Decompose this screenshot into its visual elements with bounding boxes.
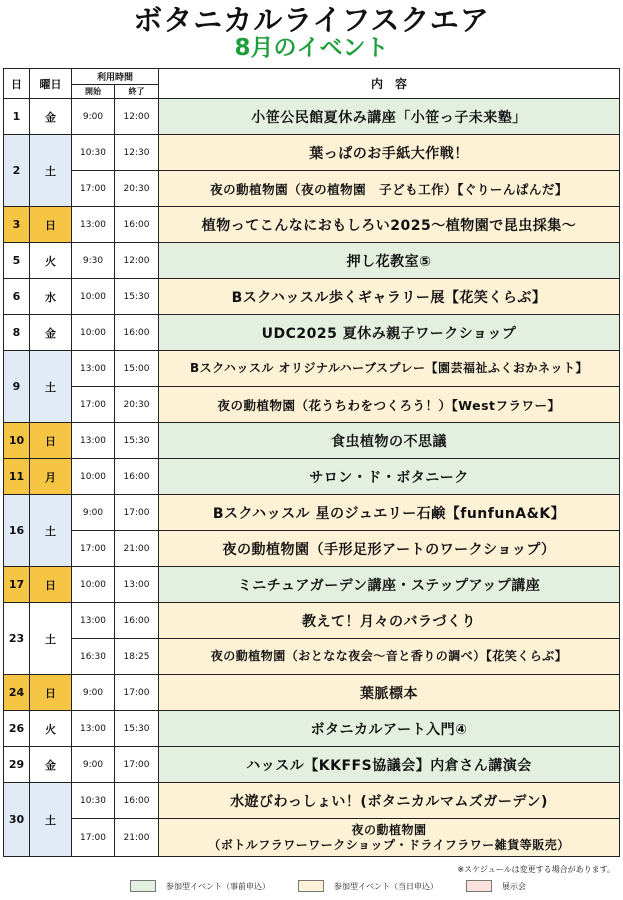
event-content: 葉っぱのお手紙大作戦！ xyxy=(159,135,620,171)
end-time: 17:00 xyxy=(115,675,159,711)
end-time: 15:30 xyxy=(115,711,159,747)
table-row xyxy=(4,819,620,857)
end-time: 13:00 xyxy=(115,567,159,603)
day-cell: 24 xyxy=(4,675,30,711)
table-row xyxy=(4,423,620,459)
table-row xyxy=(4,495,620,531)
table-row xyxy=(4,99,620,135)
day-cell: 29 xyxy=(4,747,30,783)
end-time: 12:00 xyxy=(115,99,159,135)
event-content: 葉脈標本 xyxy=(159,675,620,711)
end-time: 20:30 xyxy=(115,387,159,423)
weekday-cell: 日 xyxy=(30,567,72,603)
end-time: 12:00 xyxy=(115,243,159,279)
start-time: 17:00 xyxy=(72,171,115,207)
start-time: 10:00 xyxy=(72,315,115,351)
legend-item-prereg xyxy=(130,879,270,893)
table-row xyxy=(4,171,620,207)
start-time: 10:30 xyxy=(72,783,115,819)
legend-swatch-pink xyxy=(466,880,492,892)
day-cell: 3 xyxy=(4,207,30,243)
event-content: 夜の動植物園（夜の植物園 子ども工作）【ぐりーんぱんだ】 xyxy=(159,171,620,207)
start-time: 17:00 xyxy=(72,531,115,567)
col-time-header: 利用時間 xyxy=(72,69,159,85)
day-cell: 11 xyxy=(4,459,30,495)
end-time: 16:00 xyxy=(115,603,159,639)
table-row xyxy=(4,207,620,243)
schedule-table xyxy=(3,68,620,857)
legend-label: 参加型イベント（当日申込） xyxy=(334,881,438,891)
page-subtitle: 8月のイベント xyxy=(234,35,389,61)
start-time: 10:00 xyxy=(72,459,115,495)
table-row xyxy=(4,243,620,279)
event-content: 夜の動植物園（おとなな夜会～音と香りの調べ）【花笑くらぶ】 xyxy=(159,639,620,675)
start-time: 17:00 xyxy=(72,819,115,857)
table-row xyxy=(4,747,620,783)
weekday-cell: 水 xyxy=(30,279,72,315)
table-row xyxy=(4,783,620,819)
day-cell: 6 xyxy=(4,279,30,315)
table-row xyxy=(4,459,620,495)
event-content-line1: 夜の動植物園 xyxy=(351,822,427,837)
start-time: 9:00 xyxy=(72,747,115,783)
legend-item-exhibit xyxy=(466,879,526,893)
start-time: 10:00 xyxy=(72,567,115,603)
day-cell: 16 xyxy=(4,495,30,567)
start-time: 10:00 xyxy=(72,279,115,315)
weekday-cell: 日 xyxy=(30,675,72,711)
weekday-cell: 土 xyxy=(30,495,72,567)
start-time: 16:30 xyxy=(72,639,115,675)
event-content: 夜の動植物園（花うちわをつくろう！）【Westフラワー】 xyxy=(159,387,620,423)
weekday-cell: 金 xyxy=(30,747,72,783)
event-content xyxy=(159,819,620,857)
start-time: 10:30 xyxy=(72,135,115,171)
start-time: 13:00 xyxy=(72,423,115,459)
weekday-cell: 日 xyxy=(30,207,72,243)
weekday-cell: 土 xyxy=(30,135,72,207)
end-time: 21:00 xyxy=(115,819,159,857)
table-row xyxy=(4,387,620,423)
day-cell: 9 xyxy=(4,351,30,423)
table-row xyxy=(4,711,620,747)
event-content: サロン・ド・ボタニーク xyxy=(159,459,620,495)
end-time: 17:00 xyxy=(115,495,159,531)
table-row xyxy=(4,279,620,315)
weekday-cell: 土 xyxy=(30,783,72,857)
start-time: 13:00 xyxy=(72,711,115,747)
day-cell: 26 xyxy=(4,711,30,747)
table-row xyxy=(4,351,620,387)
start-time: 9:00 xyxy=(72,99,115,135)
weekday-cell: 土 xyxy=(30,603,72,675)
end-time: 16:00 xyxy=(115,207,159,243)
start-time: 13:00 xyxy=(72,603,115,639)
legend-label: 参加型イベント（事前申込） xyxy=(166,881,270,891)
legend-item-sameday xyxy=(298,879,438,893)
weekday-cell: 月 xyxy=(30,459,72,495)
start-time: 13:00 xyxy=(72,207,115,243)
weekday-cell: 火 xyxy=(30,243,72,279)
event-content: 夜の動植物園（手形足形アートのワークショップ） xyxy=(159,531,620,567)
end-time: 15:00 xyxy=(115,351,159,387)
page-title: ボタニカルライフスクエア xyxy=(133,3,490,37)
table-row xyxy=(4,315,620,351)
col-content-header: 内 容 xyxy=(159,69,620,99)
start-time: 17:00 xyxy=(72,387,115,423)
table-row xyxy=(4,531,620,567)
end-time: 12:30 xyxy=(115,135,159,171)
start-time: 9:30 xyxy=(72,243,115,279)
event-content: ミニチュアガーデン講座・ステップアップ講座 xyxy=(159,567,620,603)
table-row xyxy=(4,135,620,171)
event-content: 水遊びわっしょい！(ボタニカルマムズガーデン) xyxy=(159,783,620,819)
event-content: 小笹公民館夏休み講座「小笹っ子未来塾」 xyxy=(159,99,620,135)
event-content: 教えて！月々のバラづくり xyxy=(159,603,620,639)
event-content: Bスクハッスル 星のジュエリー石鹸【funfunA&K】 xyxy=(159,495,620,531)
end-time: 15:30 xyxy=(115,279,159,315)
event-content: UDC2025 夏休み親子ワークショップ xyxy=(159,315,620,351)
end-time: 16:00 xyxy=(115,783,159,819)
start-time: 13:00 xyxy=(72,351,115,387)
end-time: 17:00 xyxy=(115,747,159,783)
event-content: 植物ってこんなにおもしろい2025～植物園で昆虫採集～ xyxy=(159,207,620,243)
day-cell: 1 xyxy=(4,99,30,135)
weekday-cell: 日 xyxy=(30,423,72,459)
col-day-header: 日 xyxy=(4,69,30,99)
start-time: 9:00 xyxy=(72,675,115,711)
end-time: 16:00 xyxy=(115,315,159,351)
table-row xyxy=(4,567,620,603)
col-start-header: 開始 xyxy=(72,85,115,99)
day-cell: 10 xyxy=(4,423,30,459)
schedule-note: ※スケジュールは変更する場合があります。 xyxy=(457,865,615,874)
weekday-cell: 金 xyxy=(30,99,72,135)
weekday-cell: 火 xyxy=(30,711,72,747)
end-time: 21:00 xyxy=(115,531,159,567)
table-row xyxy=(4,675,620,711)
event-content: 食虫植物の不思議 xyxy=(159,423,620,459)
day-cell: 30 xyxy=(4,783,30,857)
weekday-cell: 金 xyxy=(30,315,72,351)
end-time: 18:25 xyxy=(115,639,159,675)
table-row xyxy=(4,639,620,675)
legend-swatch-yellow xyxy=(298,880,324,892)
event-content: ハッスル【KKFFS協議会】内倉さん講演会 xyxy=(159,747,620,783)
end-time: 20:30 xyxy=(115,171,159,207)
day-cell: 17 xyxy=(4,567,30,603)
day-cell: 2 xyxy=(4,135,30,207)
event-content: Bスクハッスル オリジナルハーブスプレー【園芸福祉ふくおかネット】 xyxy=(159,351,620,387)
day-cell: 23 xyxy=(4,603,30,675)
event-content: Bスクハッスル歩くギャラリー展【花笑くらぶ】 xyxy=(159,279,620,315)
table-row xyxy=(4,603,620,639)
start-time: 9:00 xyxy=(72,495,115,531)
day-cell: 5 xyxy=(4,243,30,279)
end-time: 15:30 xyxy=(115,423,159,459)
legend-swatch-green xyxy=(130,880,156,892)
event-content: ボタニカルアート入門④ xyxy=(159,711,620,747)
col-weekday-header: 曜日 xyxy=(30,69,72,99)
end-time: 16:00 xyxy=(115,459,159,495)
col-end-header: 終了 xyxy=(115,85,159,99)
legend-label: 展示会 xyxy=(502,881,526,891)
event-content-line2: （ボトルフラワーワークショップ・ドライフラワー雑貨等販売） xyxy=(208,837,570,852)
day-cell: 8 xyxy=(4,315,30,351)
weekday-cell: 土 xyxy=(30,351,72,423)
legend xyxy=(0,879,623,893)
event-content: 押し花教室⑤ xyxy=(159,243,620,279)
